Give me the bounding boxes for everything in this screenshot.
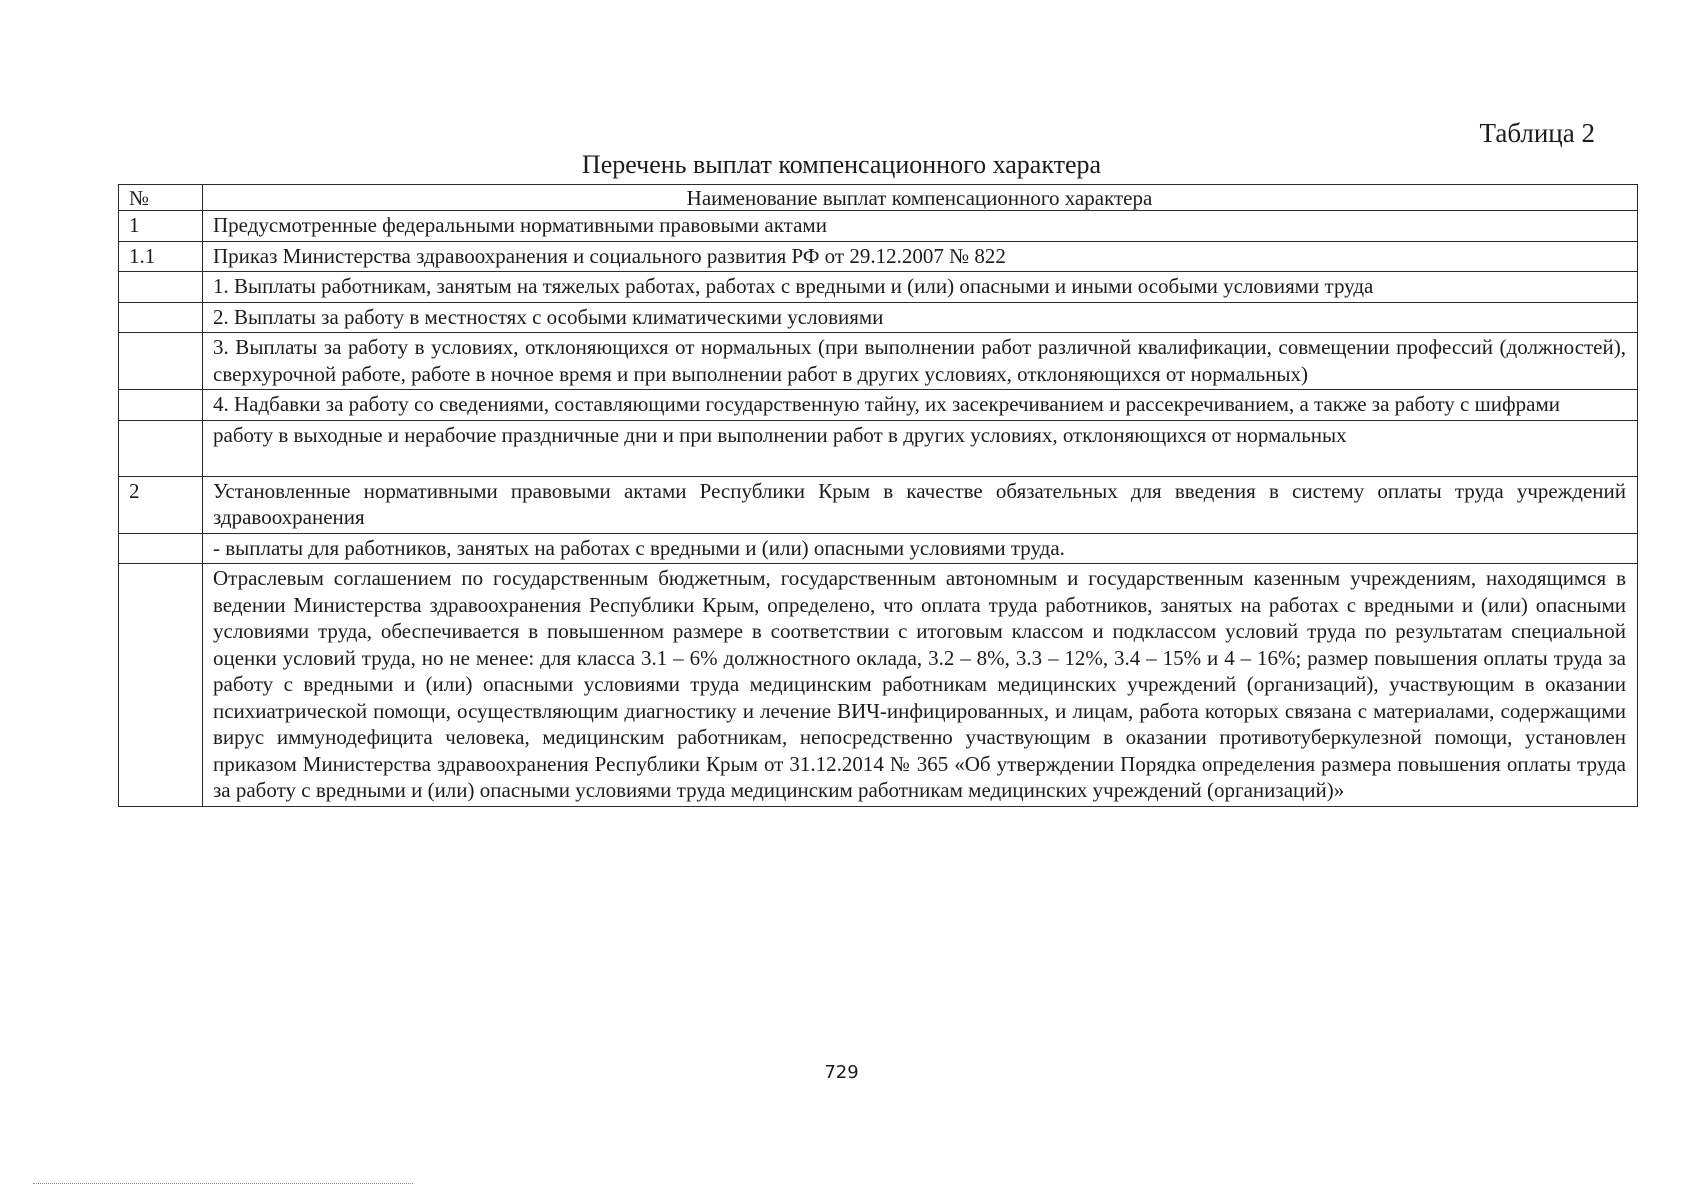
column-header-number: № [119, 185, 203, 211]
row-number: 1.1 [119, 241, 203, 272]
row-number [119, 564, 203, 807]
row-text: 3. Выплаты за работу в условиях, отклоняющихся от нормальных (при выполнении работ различной квалификации, совмещении профессий (должностей), сверхурочной работе, работе в ночное время и при выполнении работ в других условиях, отклоняющихся от нормальных) [203, 333, 1638, 390]
table-row [119, 390, 1638, 421]
compensation-payments-table [118, 184, 1638, 807]
row-text: 2. Выплаты за работу в местностях с особыми климатическими условиями [203, 302, 1638, 333]
table-row [119, 564, 1638, 807]
row-text: работу в выходные и нерабочие праздничные дни и при выполнении работ в других условиях, отклоняющихся от нормальных [203, 420, 1638, 476]
row-number [119, 420, 203, 476]
row-number [119, 272, 203, 303]
scan-artifact-line [33, 1183, 413, 1184]
row-text: Установленные нормативными правовыми актами Республики Крым в качестве обязательных для введения в систему оплаты труда учреждений здравоохранения [203, 476, 1638, 533]
row-text: - выплаты для работников, занятых на работах с вредными и (или) опасными условиями труда. [203, 533, 1638, 564]
table-header-row [119, 185, 1638, 211]
row-text: Приказ Министерства здравоохранения и социального развития РФ от 29.12.2007 № 822 [203, 241, 1638, 272]
row-number: 2 [119, 476, 203, 533]
table-row [119, 476, 1638, 533]
table-row [119, 302, 1638, 333]
document-title: Перечень выплат компенсационного характера [581, 150, 1102, 179]
table-row [119, 211, 1638, 242]
table-caption: Таблица 2 [1479, 118, 1595, 148]
table-row [119, 272, 1638, 303]
row-text: 1. Выплаты работникам, занятым на тяжелых работах, работах с вредными и (или) опасными и иными особыми условиями труда [203, 272, 1638, 303]
row-number [119, 333, 203, 390]
row-text: 4. Надбавки за работу со сведениями, составляющими государственную тайну, их засекречиванием и рассекречиванием, а также за работу с шифрами [203, 390, 1638, 421]
table-row [119, 420, 1638, 476]
row-number [119, 390, 203, 421]
row-text: Отраслевым соглашением по государственным бюджетным, государственным автономным и государственным казенным учреждениям, находящимся в ведении Министерства здравоохранения Республики Крым, определено, что оплата труда работников, занятых на работах с вредными и (или) опасными условиями труда, обеспечивается в повышенном размере в соответствии с итоговым классом и подклассом условий труда по результатам специальной оценки условий труда, но не менее: для класса 3.1 – 6% должностного оклада, 3.2 – 8%, 3.3 – 12%, 3.4 – 15% и 4 – 16%; размер повышения оплаты труда за работу с вредными и (или) опасными условиями труда медицинским работникам медицинских учреждений (организаций), участвующим в оказании психиатрической помощи, осуществляющим диагностику и лечение ВИЧ-инфицированных, и лицам, работа которых связана с материалами, содержащими вирус иммунодефицита человека, медицинским работникам, непосредственно участвующим в оказании противотуберкулезной помощи, установлен приказом Министерства здравоохранения Республики Крым от 31.12.2014 № 365 «Об утверждении Порядка определения размера повышения оплаты труда за работу с вредными и (или) опасными условиями труда медицинским работникам медицинских учреждений (организаций)» [203, 564, 1638, 807]
table-row [119, 533, 1638, 564]
row-text: Предусмотренные федеральными нормативными правовыми актами [203, 211, 1638, 242]
table-row [119, 241, 1638, 272]
page-number: 729 [824, 1062, 859, 1083]
column-header-name: Наименование выплат компенсационного характера [203, 185, 1638, 211]
table-row [119, 333, 1638, 390]
row-number: 1 [119, 211, 203, 242]
row-number [119, 533, 203, 564]
row-number [119, 302, 203, 333]
